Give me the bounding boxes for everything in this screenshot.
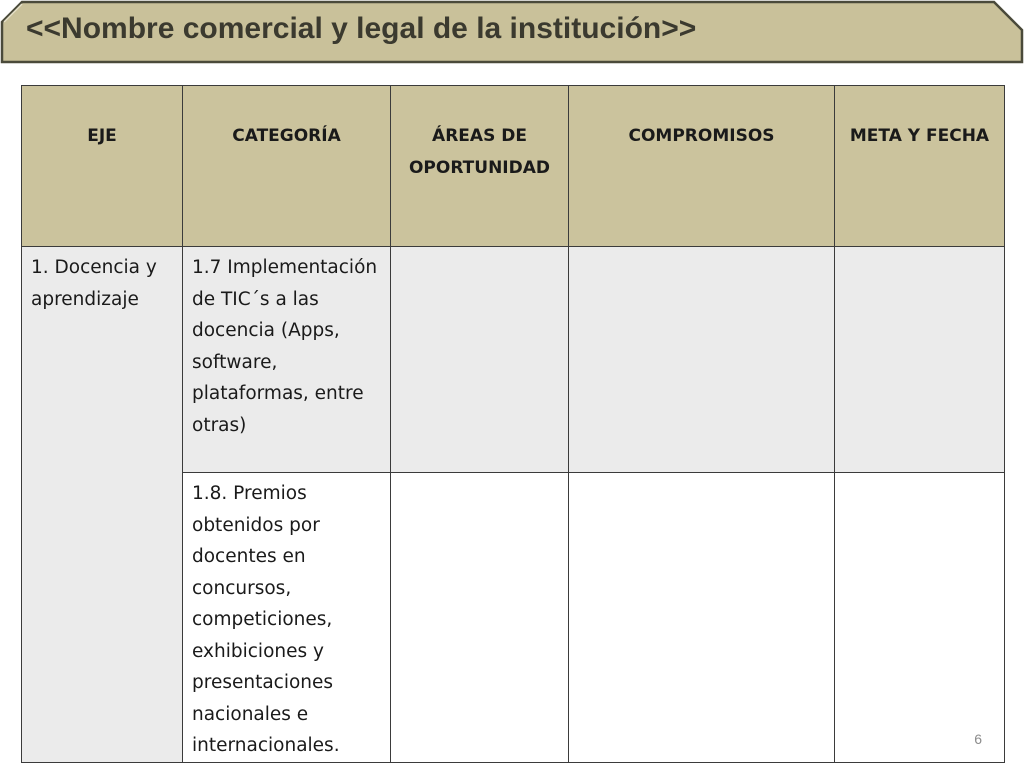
table-row [22, 247, 1005, 473]
commitments-table [21, 85, 1005, 763]
categoria-cell: 1.7 Implementación de TIC´s a las docencia (Apps, software, plataformas, entre otras) [183, 247, 391, 473]
compromisos-cell[interactable] [569, 473, 835, 763]
eje-cell: 1. Docencia y aprendizaje [22, 247, 183, 763]
title-banner [0, 0, 1024, 66]
meta-cell[interactable] [835, 473, 1005, 763]
header-meta: META Y FECHA [835, 86, 1005, 247]
meta-cell[interactable] [835, 247, 1005, 473]
header-compromisos: COMPROMISOS [569, 86, 835, 247]
compromisos-cell[interactable] [569, 247, 835, 473]
header-areas: ÁREAS DE OPORTUNIDAD [391, 86, 569, 247]
page-title: <<Nombre comercial y legal de la institución>> [26, 12, 697, 45]
areas-cell[interactable] [391, 473, 569, 763]
header-eje: EJE [22, 86, 183, 247]
page-number: 6 [974, 731, 982, 747]
table-header-row [22, 86, 1005, 247]
header-categoria: CATEGORÍA [183, 86, 391, 247]
areas-cell[interactable] [391, 247, 569, 473]
categoria-cell: 1.8. Premios obtenidos por docentes en concursos, competiciones, exhibiciones y presentaciones nacionales e internacionales. [183, 473, 391, 763]
